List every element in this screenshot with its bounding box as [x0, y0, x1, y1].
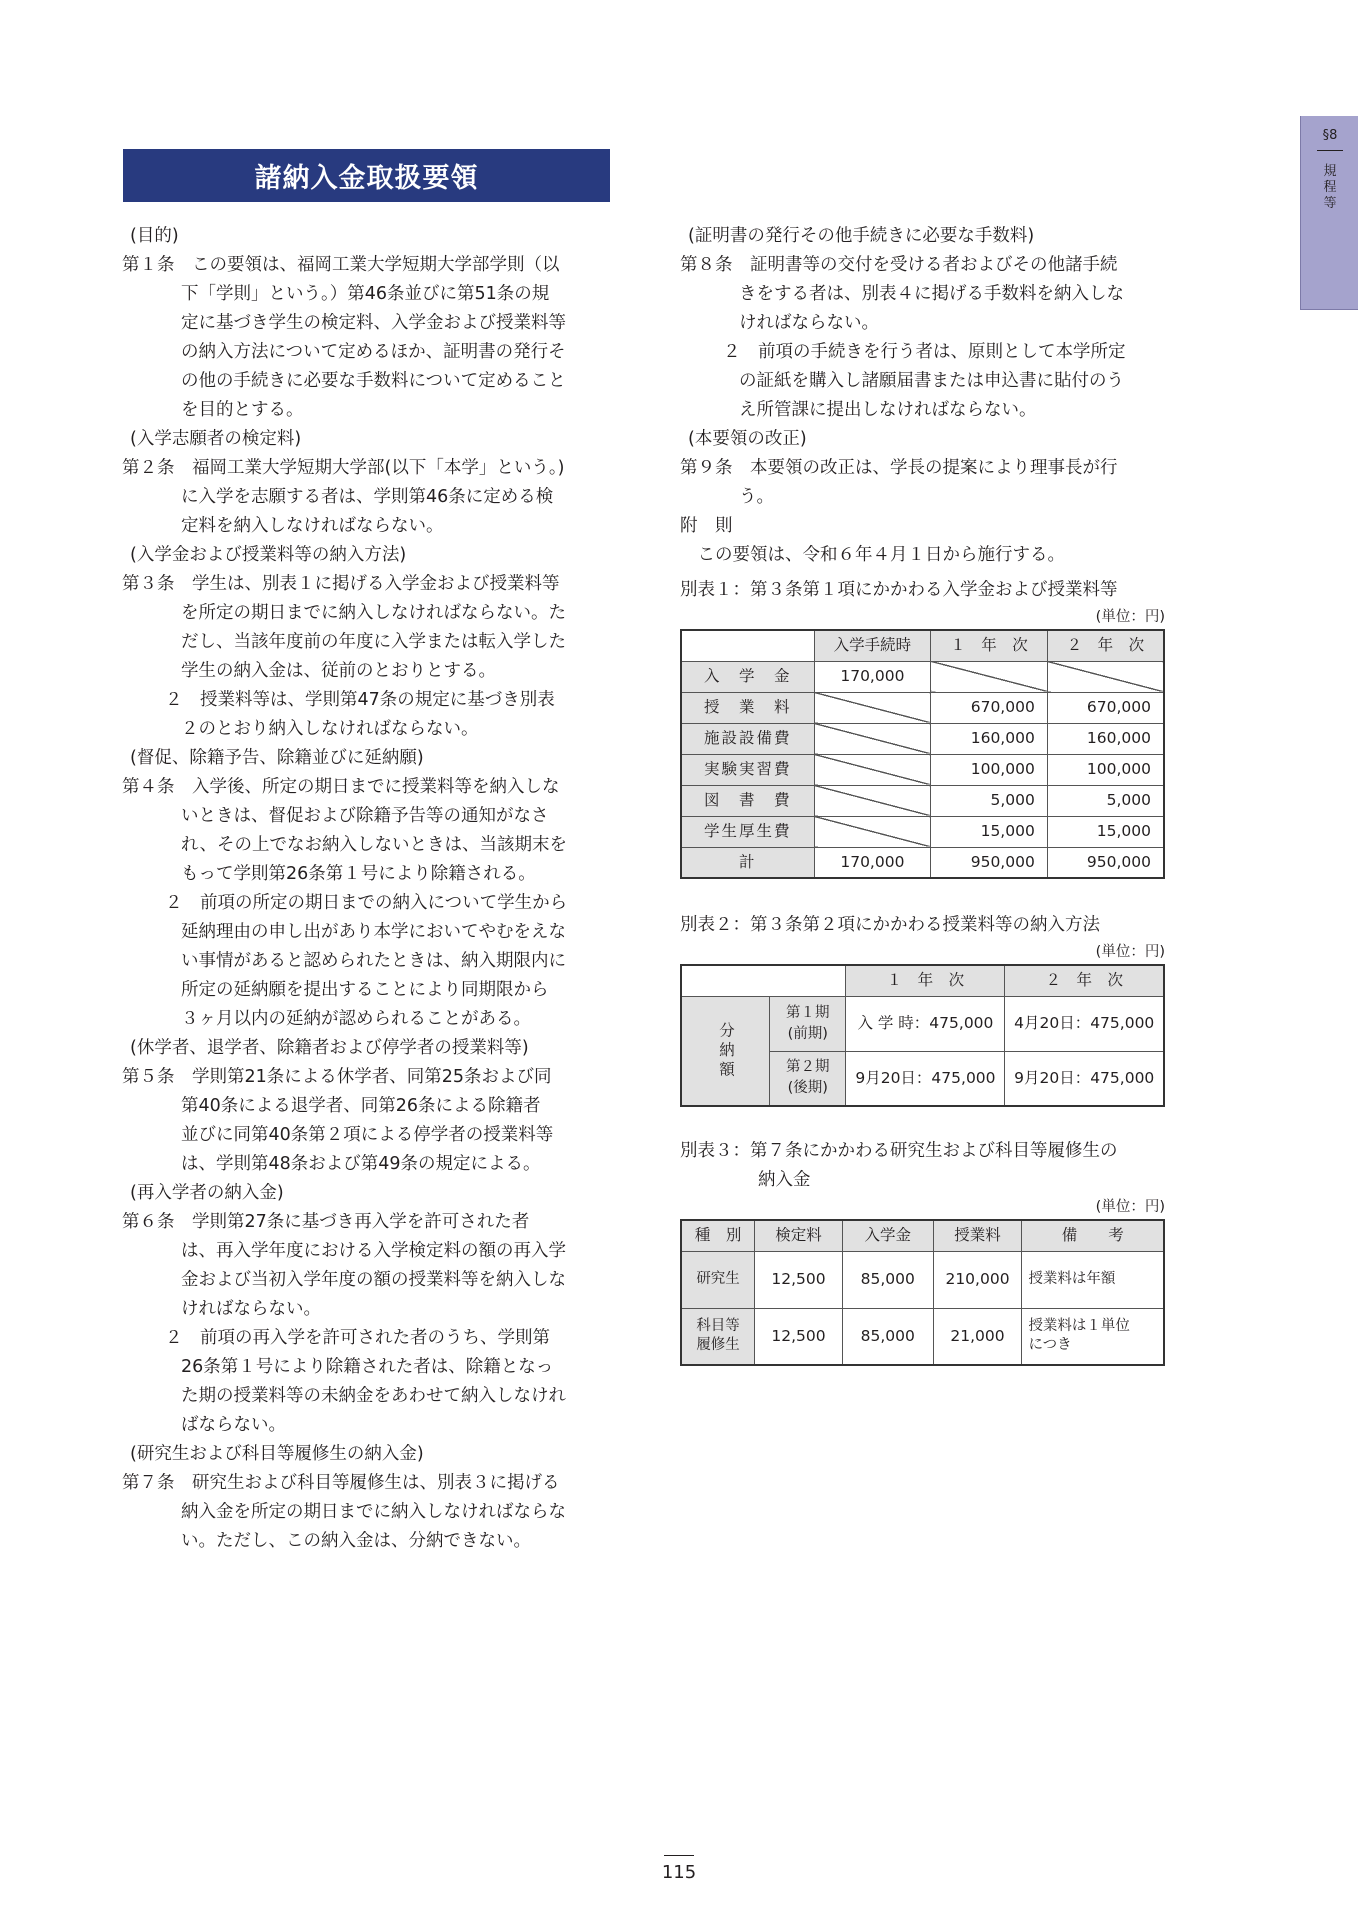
table2-group-label: 分納額	[681, 996, 770, 1106]
left_column-line: 第１条 この要領は、福岡工業大学短期大学部学則（以	[122, 255, 560, 275]
table2-cell: 入 学 時：475,000	[846, 996, 1005, 1051]
section-tab-divider	[1317, 150, 1343, 151]
left_column-line: 第３条 学生は、別表１に掲げる入学金および授業料等	[122, 574, 560, 594]
left_column-line: いときは、督促および除籍予告等の通知がなさ	[181, 806, 549, 826]
left_column-line: (研究生および科目等履修生の納入金)	[130, 1444, 424, 1464]
table1-section	[680, 576, 1172, 879]
section-tab-label: 規 程 等	[1323, 164, 1337, 211]
table2-unit: (単位：円)	[1095, 944, 1165, 960]
left_column-line: ２ 前項の所定の期日までの納入について学生から	[165, 893, 568, 913]
right_column-line: 第９条 本要領の改正は、学長の提案により理事長が行	[680, 458, 1118, 478]
table3-kind: 研究生	[681, 1251, 755, 1308]
table1-cell: 160,000	[931, 723, 1048, 754]
table1-row	[681, 816, 1164, 847]
table3-note: 授業料は年額	[1022, 1251, 1164, 1308]
table1-cell: 100,000	[931, 754, 1048, 785]
left_column-line: ２のとおり納入しなければならない。	[181, 719, 479, 739]
table2-cell: 9月20日：475,000	[1005, 1051, 1164, 1106]
left_column-line: 第５条 学則第21条による休学者、同第25条および同	[122, 1067, 552, 1087]
right_column-line: (本要領の改正)	[688, 429, 807, 449]
left_column-line: た期の授業料等の未納金をあわせて納入しなけれ	[181, 1386, 566, 1406]
table3-title-line2: 納入金	[758, 1170, 811, 1190]
left_column-line: に入学を志願する者は、学則第46条に定める検	[181, 487, 554, 507]
right_column-line: 第８条 証明書等の交付を受ける者およびその他諸手続	[680, 255, 1118, 275]
left_column-line: を目的とする。	[181, 400, 304, 420]
left_column-line: 定に基づき学生の検定料、入学金および授業料等	[181, 313, 566, 333]
table1-cell: 950,000	[1047, 847, 1164, 878]
left_column-line: は、再入学年度における入学検定料の額の再入学	[181, 1241, 566, 1261]
table1-empty-cell	[814, 723, 931, 754]
left_column-line: (休学者、退学者、除籍者および停学者の授業料等)	[130, 1038, 529, 1058]
table1-cell: 100,000	[1047, 754, 1164, 785]
left_column-line: の納入方法について定めるほか、証明書の発行そ	[181, 342, 566, 362]
table3-cell: 12,500	[755, 1251, 843, 1308]
table3-note: 授業料は１単位 につき	[1022, 1308, 1164, 1365]
table1	[680, 629, 1165, 879]
table1-empty-cell	[814, 692, 931, 723]
left_column-line: もって学則第26条第１号により除籍される。	[181, 864, 536, 884]
table1-cell: 950,000	[931, 847, 1048, 878]
table1-row-label: 入 学 金	[681, 661, 814, 692]
table2-header-year1: １ 年 次	[846, 965, 1005, 996]
left_column-line: ばならない。	[181, 1415, 286, 1435]
table3-header: 検定料	[755, 1220, 843, 1251]
table3-title-line1: 別表３：第７条にかかわる研究生および科目等履修生の	[680, 1141, 1118, 1161]
table1-cell: 5,000	[1047, 785, 1164, 816]
table2-header-year2: ２ 年 次	[1005, 965, 1164, 996]
left_column-line: 延納理由の申し出があり本学においてやむをえな	[181, 922, 566, 942]
left_column-line: ２ 授業料等は、学則第47条の規定に基づき別表	[165, 690, 555, 710]
table1-row	[681, 785, 1164, 816]
left_column-line: い事情があると認められたときは、納入期限内に	[181, 951, 566, 971]
right_column-line: (証明書の発行その他手続きに必要な手数料)	[688, 226, 1035, 246]
left_column-line: れ、その上でなお納入しないときは、当該期末を	[181, 835, 568, 855]
table1-row-label: 施設設備費	[681, 723, 814, 754]
table1-cell: 170,000	[814, 661, 931, 692]
right_column-line: え所管課に提出しなければならない。	[739, 400, 1037, 420]
left_column-line: ２ 前項の再入学を許可された者のうち、学則第	[165, 1328, 550, 1348]
left_column-line: (再入学者の納入金)	[130, 1183, 284, 1203]
table2-cell: 9月20日：475,000	[846, 1051, 1005, 1106]
table2-section	[680, 911, 1172, 1107]
table1-row	[681, 723, 1164, 754]
table1-row-label: 実験実習費	[681, 754, 814, 785]
table1-cell: 670,000	[1047, 692, 1164, 723]
table3-header: 種 別	[681, 1220, 755, 1251]
left_column-line: ３ヶ月以内の延納が認められることがある。	[181, 1009, 531, 1029]
right_column-line: この要領は、令和６年４月１日から施行する。	[680, 545, 1065, 565]
left_column-line: 定料を納入しなければならない。	[181, 516, 444, 536]
table2-period-1: 第１期 (前期)	[770, 996, 846, 1051]
page-number-rule	[664, 1855, 694, 1856]
left_column-line: は、学則第48条および第49条の規定による。	[181, 1154, 541, 1174]
table1-title: 別表１：第３条第１項にかかわる入学金および授業料等	[680, 580, 1118, 600]
table2	[680, 964, 1165, 1107]
page-number: 115	[661, 1862, 697, 1883]
table1-empty-cell	[931, 661, 1048, 692]
table1-cell: 170,000	[814, 847, 931, 878]
table1-row	[681, 754, 1164, 785]
left_column-line: (督促、除籍予告、除籍並びに延納願)	[130, 748, 424, 768]
table1-row-label: 図 書 費	[681, 785, 814, 816]
table1-cell: 670,000	[931, 692, 1048, 723]
table1-row-label: 授 業 料	[681, 692, 814, 723]
table1-row	[681, 847, 1164, 878]
table2-period-2: 第２期 (後期)	[770, 1051, 846, 1106]
table1-cell: 15,000	[931, 816, 1048, 847]
table3-cell: 21,000	[933, 1308, 1022, 1365]
table1-empty-cell	[814, 785, 931, 816]
left_column-line: の他の手続きに必要な手数料について定めること	[181, 371, 566, 391]
left_column-line: 第40条による退学者、同第26条による除籍者	[181, 1096, 541, 1116]
right_column-line: きをする者は、別表４に掲げる手数料を納入しな	[739, 284, 1124, 304]
left_column-line: 金および当初入学年度の額の授業料等を納入しな	[181, 1270, 566, 1290]
table1-unit: (単位：円)	[1095, 609, 1165, 625]
table1-cell: 5,000	[931, 785, 1048, 816]
right-column	[680, 222, 1172, 1366]
table3-header: 入学金	[842, 1220, 933, 1251]
left_column-line: い。ただし、この納入金は、分納できない。	[181, 1531, 531, 1551]
table3-header: 授業料	[933, 1220, 1022, 1251]
left_column-line: 並びに同第40条第２項による停学者の授業料等	[181, 1125, 554, 1145]
table1-header: ２ 年 次	[1047, 630, 1164, 661]
table3-unit: (単位：円)	[1095, 1199, 1165, 1215]
table1-row-label: 学生厚生費	[681, 816, 814, 847]
left_column-line: 26条第１号により除籍された者は、除籍となっ	[181, 1357, 554, 1377]
table3-header: 備 考	[1022, 1220, 1164, 1251]
right_column-line: の証紙を購入し諸願届書または申込書に貼付のう	[739, 371, 1124, 391]
left_column-line: を所定の期日までに納入しなければならない。た	[181, 603, 566, 623]
table1-empty-cell	[814, 816, 931, 847]
table1-row	[681, 661, 1164, 692]
section-number: §8	[1322, 128, 1338, 143]
table3-cell: 85,000	[842, 1251, 933, 1308]
table2-cell: 4月20日：475,000	[1005, 996, 1164, 1051]
left_column-line: 第７条 研究生および科目等履修生は、別表３に掲げる	[122, 1473, 560, 1493]
left_column-line: 第６条 学則第27条に基づき再入学を許可された者	[122, 1212, 530, 1232]
table1-header: １ 年 次	[931, 630, 1048, 661]
right-column-text	[680, 222, 1172, 570]
table1-row	[681, 692, 1164, 723]
left_column-line: (入学志願者の検定料)	[130, 429, 302, 449]
table1-empty-cell	[814, 754, 931, 785]
right_column-line: ければならない。	[739, 313, 879, 333]
page-title: 諸納入金取扱要領	[123, 149, 610, 202]
left_column-line: ければならない。	[181, 1299, 321, 1319]
left_column-line: 第２条 福岡工業大学短期大学部(以下「本学」という。)	[122, 458, 565, 478]
left_column-line: (入学金および授業料等の納入方法)	[130, 545, 407, 565]
left_column-line: (目的)	[130, 226, 179, 246]
table1-header	[681, 630, 814, 661]
left_column-line: 第４条 入学後、所定の期日までに授業料等を納入しな	[122, 777, 560, 797]
table3-section	[680, 1137, 1172, 1366]
left_column-line: 所定の延納願を提出することにより同期限から	[181, 980, 549, 1000]
table1-cell: 160,000	[1047, 723, 1164, 754]
right_column-line: う。	[739, 487, 774, 507]
left_column-line: だし、当該年度前の年度に入学または転入学した	[181, 632, 566, 652]
left_column-line: 学生の納入金は、従前のとおりとする。	[181, 661, 496, 681]
table2-title: 別表２：第３条第２項にかかわる授業料等の納入方法	[680, 915, 1100, 935]
table1-cell: 15,000	[1047, 816, 1164, 847]
table3	[680, 1219, 1165, 1366]
section-tab[interactable]	[1300, 116, 1358, 310]
left-column	[122, 222, 612, 1556]
table1-empty-cell	[1047, 661, 1164, 692]
left_column-line: 納入金を所定の期日までに納入しなければならな	[181, 1502, 566, 1522]
table1-header: 入学手続時	[814, 630, 931, 661]
table3-cell: 210,000	[933, 1251, 1022, 1308]
table3-cell: 12,500	[755, 1308, 843, 1365]
table3-kind: 科目等 履修生	[681, 1308, 755, 1365]
left_column-line: 下「学則」という。）第46条並びに第51条の規	[181, 284, 550, 304]
table1-row-label: 計	[681, 847, 814, 878]
table3-cell: 85,000	[842, 1308, 933, 1365]
right_column-line: 附 則	[680, 516, 733, 536]
right_column-line: ２ 前項の手続きを行う者は、原則として本学所定	[723, 342, 1126, 362]
